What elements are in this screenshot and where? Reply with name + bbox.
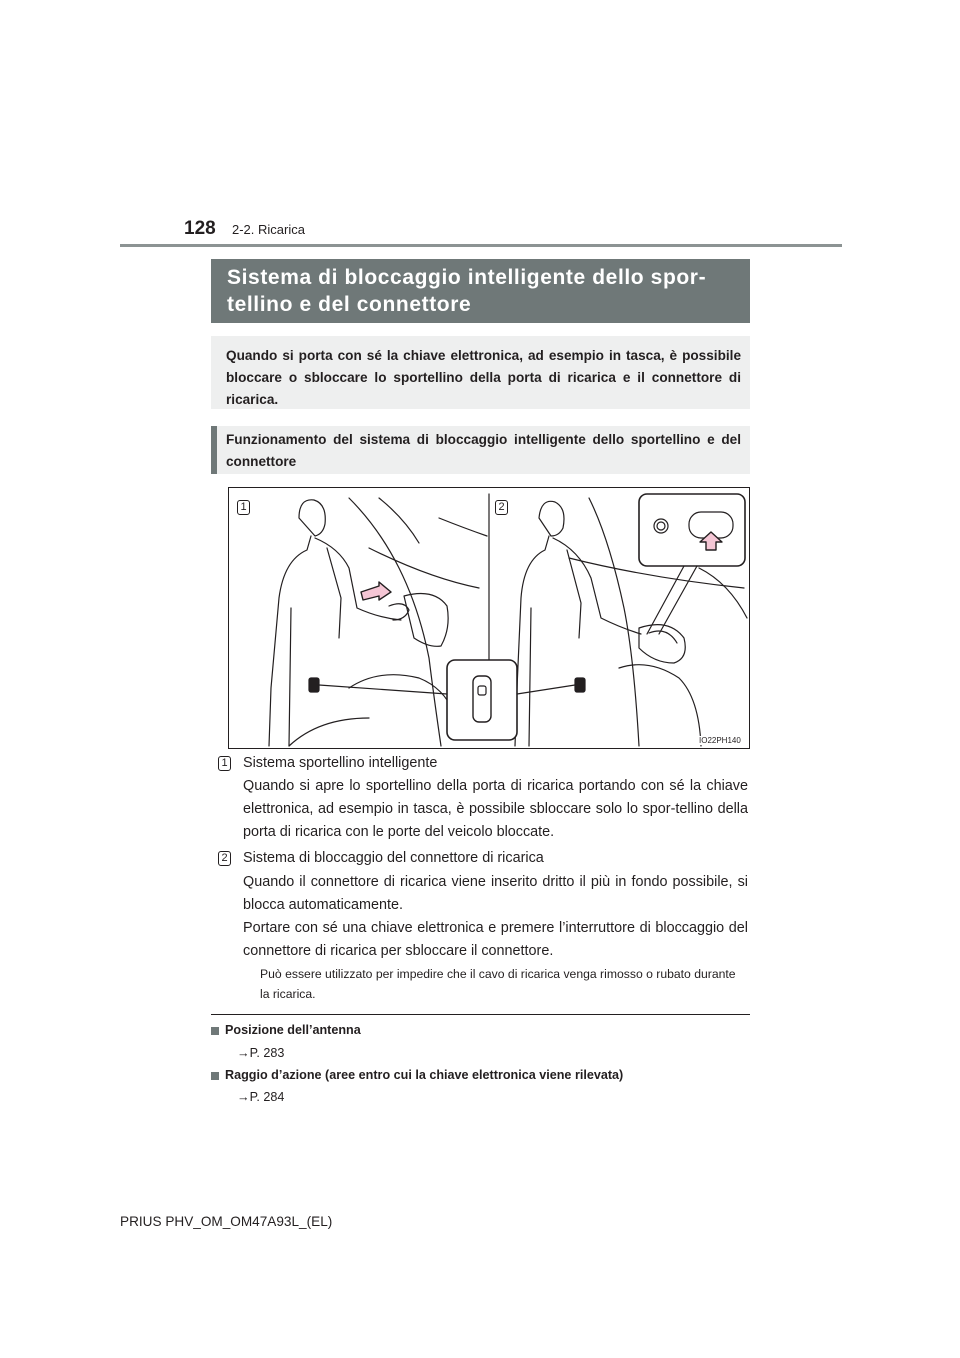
- header-rule: [120, 244, 842, 247]
- note-1-reference: →P. 283: [237, 1046, 285, 1060]
- square-bullet-icon: [211, 1072, 219, 1080]
- illustration: [228, 487, 750, 749]
- item-1-title: Sistema sportellino intelligente: [243, 755, 438, 771]
- page-number: 128: [184, 218, 216, 239]
- item-2-number: 2: [218, 851, 231, 866]
- intro-panel: [211, 336, 750, 409]
- item-2-description-1: Quando il connettore di ricarica viene inserito dritto il più in fondo possibile, si blocca automaticamente.: [243, 874, 748, 913]
- section-label: 2-2. Ricarica: [232, 222, 305, 237]
- note-1-heading: Posizione dell’antenna: [225, 1023, 361, 1037]
- square-bullet-icon: [211, 1027, 219, 1035]
- figure-callout-2: 2: [495, 500, 508, 515]
- note-2-reference: →P. 284: [237, 1090, 285, 1104]
- section-title-band: [211, 259, 750, 323]
- item-2-note: Può essere utilizzato per impedire che il cavo di ricarica venga rimosso o rubato durante la ricarica.: [260, 967, 736, 1001]
- subheading-text: Funzionamento del sistema di bloccaggio intelligente dello sportellino e del connettore: [226, 432, 741, 469]
- item-2-description-2: Portare con sé una chiave elettronica e premere l’interruttore di bloccaggio del connettore di ricarica per sbloccare il connettore.: [243, 920, 748, 959]
- subheading-accent-bar: [211, 426, 217, 474]
- item-2-title: Sistema di bloccaggio del connettore di ricarica: [243, 850, 544, 866]
- footer-document-code: PRIUS PHV_OM_OM47A93L_(EL): [120, 1214, 333, 1229]
- figure-code: IO22PH140: [699, 736, 741, 745]
- illustration-drawing: [229, 488, 749, 748]
- section-title: Sistema di bloccaggio intelligente dello spor-tellino e del connettore: [227, 266, 707, 316]
- intro-text: Quando si porta con sé la chiave elettronica, ad esempio in tasca, è possibile bloccare o sbloccare lo sportellino della porta di ricarica e il connettore di ricarica.: [226, 348, 741, 407]
- notes-divider: [211, 1014, 750, 1015]
- subheading-panel: [211, 426, 750, 474]
- item-1-number: 1: [218, 756, 231, 771]
- note-2-heading: Raggio d’azione (aree entro cui la chiave elettronica viene rilevata): [225, 1068, 624, 1082]
- figure-callout-1: 1: [237, 500, 250, 515]
- item-1-description: Quando si apre lo sportellino della porta di ricarica portando con sé la chiave elettronica, ad esempio in tasca, è possibile sbloccare solo lo spor-tellino della porta di ricarica con le porte del veicolo bloccate.: [243, 778, 748, 840]
